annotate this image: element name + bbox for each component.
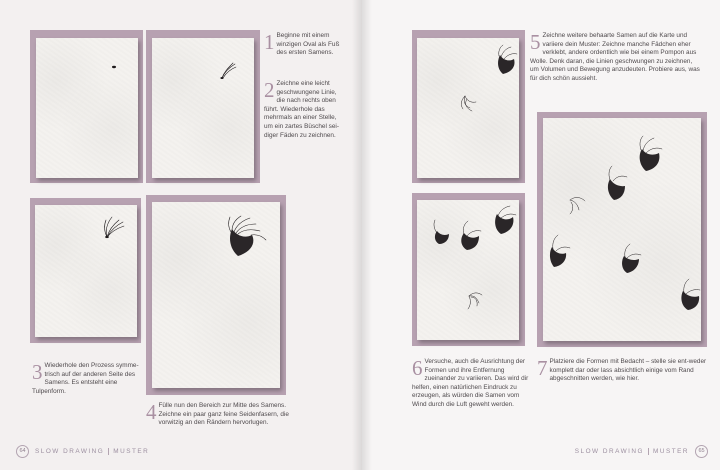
book-gutter-shadow — [352, 0, 372, 470]
paper-card-step-4 — [152, 202, 280, 388]
footer-section-right: SLOW DRAWING — [574, 447, 645, 455]
footer-separator-right — [648, 448, 649, 455]
step-1-text: Beginne mit einem winzigen Oval als Fuß des ersten Samens. — [276, 32, 340, 57]
step-2-number: 2 — [264, 78, 275, 102]
seed-drawing-step-4 — [152, 202, 280, 388]
step-4-number: 4 — [146, 400, 157, 424]
step-3-text: Wiederhole den Prozess symme-trisch auf der anderen Seite des Samens. Es entsteht eine Tulpenform. — [32, 362, 139, 395]
seed-drawing-step-6 — [417, 200, 519, 340]
step-6-text: Versuche, auch die Ausrichtung der Formen und ihre Entfernung zueinander zu variieren. Das wird dir helfen, einen natürlichen Eindruck zu erzeugen, als würden die Samen vom Wind durch die Luft geweht werden. — [412, 358, 529, 408]
right-page — [362, 0, 720, 470]
page-number-right: 65 — [695, 445, 708, 458]
right-page-footer — [575, 444, 708, 458]
step-4-instruction — [146, 402, 292, 428]
step-2-text: Zeichne eine leicht geschwungene Linie, die nach rechts oben führt. Wiederhole das mehrmals an einer Stelle, um ein zartes Büschel sei-diger Fäden zu zeichnen. — [264, 80, 339, 139]
footer-section-left: SLOW DRAWING — [35, 447, 105, 455]
seed-drawing-step-5 — [417, 38, 519, 178]
step-7-text: Platziere die Formen mit Bedacht – stelle sie ent-weder komplett dar oder lass absichtlich einige vom Rand abgeschnitten werden, wie hier. — [549, 358, 707, 383]
step-3-instruction — [32, 362, 140, 396]
footer-topic-left: MUSTER — [113, 447, 150, 455]
step-7-instruction — [537, 358, 707, 384]
footer-topic-right: MUSTER — [653, 447, 689, 455]
step-3-number: 3 — [32, 360, 43, 384]
seed-drawing-step-2 — [152, 38, 254, 178]
step-6-instruction — [412, 358, 530, 410]
seed-drawing-step-7 — [543, 118, 701, 341]
step-5-text: Zeichne weitere behaarte Samen auf die Karte und variiere dein Muster: Zeichne manche Fädchen eher verklebt, andere ordentlich wie bei einem Pompon aus Wolle. Denk daran, die Linien geschwungen zu zeichnen, um Volumen und Bewegung anzudeuten. Probiere aus, was für dich schön aussieht. — [530, 32, 700, 82]
step-1-instruction — [264, 32, 344, 58]
paper-card-step-2 — [152, 38, 254, 178]
page-number-left: 64 — [16, 445, 29, 458]
step-5-number: 5 — [530, 30, 541, 54]
paper-card-step-6 — [417, 200, 519, 340]
step-1-number: 1 — [264, 30, 275, 54]
step-7-number: 7 — [537, 356, 548, 380]
paper-card-step-5 — [417, 38, 519, 178]
paper-card-step-1 — [36, 38, 138, 178]
step-6-number: 6 — [412, 356, 423, 380]
seed-drawing-step-1 — [36, 38, 138, 178]
left-page-footer — [16, 444, 149, 458]
step-5-instruction — [530, 32, 702, 84]
step-2-instruction — [264, 80, 344, 140]
paper-card-step-3 — [35, 205, 137, 337]
paper-card-step-7 — [543, 118, 701, 341]
seed-drawing-step-3 — [35, 205, 137, 337]
step-4-text: Fülle nun den Bereich zur Mitte des Samens. Zeichne ein paar ganz feine Seidenfasern, die vorwitzig an den Rändern hervorlugen. — [158, 402, 289, 427]
footer-separator-left — [108, 448, 109, 455]
